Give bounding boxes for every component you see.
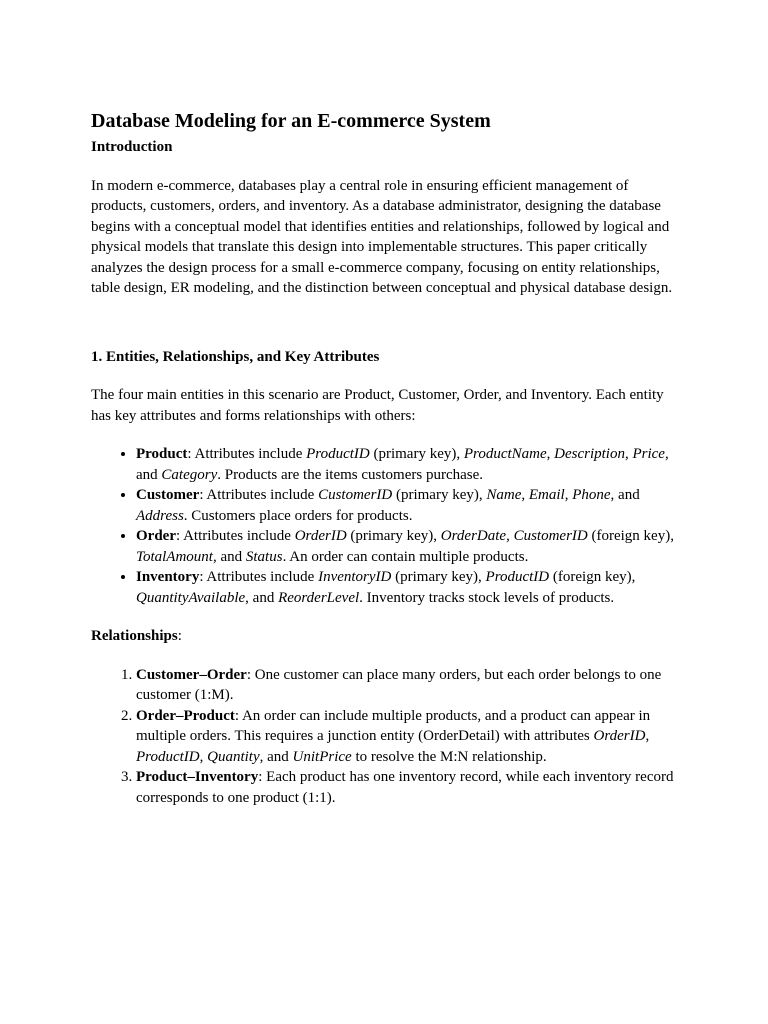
- attribute-name: QuantityAvailable: [136, 589, 246, 606]
- attribute-name: Status: [245, 548, 283, 565]
- attribute-name: ProductID: [306, 446, 370, 462]
- attribute-name: InventoryID: [318, 569, 392, 585]
- relationship-text: ,: [199, 748, 208, 765]
- section-1-heading: 1. Entities, Relationships, and Key Attributes: [91, 348, 380, 365]
- relationship-text: : An order can include multiple products, and a product can appear in multiple orders. This requires a junction entity (OrderDetail) with attributes: [136, 707, 651, 744]
- relationship-text: , and: [259, 748, 293, 765]
- attribute-name: ProductName: [463, 446, 547, 462]
- entity-text: : Attributes include: [187, 446, 307, 462]
- attribute-name: Email: [528, 487, 565, 503]
- attribute-name: ProductID: [485, 569, 550, 585]
- document-title: Database Modeling for an E-commerce System: [91, 110, 491, 132]
- relationships-label: Relationships: [91, 628, 178, 644]
- entity-name: Customer: [136, 487, 200, 503]
- relationships-colon: :: [177, 628, 182, 644]
- relationship-text: : One customer can place many orders, but each order belongs to one customer (1:M).: [136, 666, 662, 703]
- section-1-intro: The four main entities in this scenario are Product, Customer, Order, and Inventory. Each entity has key attributes and forms relationships with others:: [91, 387, 664, 424]
- relationship-item-customer-order: [136, 665, 683, 706]
- attribute-name: OrderID: [593, 728, 646, 744]
- attribute-name: Quantity: [207, 748, 260, 765]
- relationship-text: ,: [645, 728, 650, 744]
- attribute-name: CustomerID: [318, 487, 393, 503]
- relationship-item-product-inventory: [136, 767, 683, 808]
- entity-list: [91, 444, 683, 608]
- attribute-name: Description: [554, 446, 625, 462]
- entity-text: (foreign key),: [587, 528, 674, 544]
- entity-text: , and: [136, 446, 669, 483]
- relationship-name: Order–Product: [136, 707, 235, 724]
- entity-text: (primary key),: [346, 528, 441, 544]
- entity-name: Order: [136, 528, 176, 544]
- entity-item-customer: [136, 485, 683, 526]
- attribute-name: Phone: [572, 487, 611, 503]
- entity-text: (primary key),: [369, 446, 464, 462]
- relationship-text: : Each product has one inventory record, while each inventory record corresponds to one product (1:1).: [136, 769, 674, 806]
- entity-text: , and: [245, 589, 279, 606]
- entity-text: ,: [521, 487, 529, 503]
- entity-item-order: [136, 526, 683, 567]
- attribute-name: Address: [136, 507, 184, 524]
- attribute-name: ReorderLevel: [278, 589, 360, 606]
- entity-text: ,: [564, 487, 573, 503]
- entity-text: (foreign key),: [549, 569, 636, 585]
- entity-name: Product: [136, 446, 188, 462]
- entity-name: Inventory: [136, 569, 200, 585]
- relationship-name: Customer–Order: [136, 666, 247, 683]
- attribute-name: ProductID: [136, 748, 200, 765]
- relationship-list: [91, 665, 683, 809]
- entity-text: (primary key),: [392, 487, 487, 503]
- attribute-name: OrderID: [294, 528, 347, 544]
- entity-item-inventory: [136, 567, 683, 608]
- entity-item-product: [136, 444, 683, 485]
- relationships-heading: [91, 626, 683, 647]
- attribute-name: Category: [161, 466, 218, 483]
- attribute-name: OrderDate: [440, 528, 507, 544]
- entity-text: , and: [610, 487, 640, 503]
- relationship-item-order-product: [136, 706, 683, 768]
- entity-text: . An order can contain multiple products.: [282, 548, 529, 565]
- entity-text: : Attributes include: [175, 528, 295, 544]
- entity-text: ,: [546, 446, 555, 462]
- attribute-name: Name: [486, 487, 522, 503]
- entity-text: ,: [624, 446, 633, 462]
- attribute-name: Price: [632, 446, 665, 462]
- attribute-name: CustomerID: [513, 528, 588, 544]
- relationship-name: Product–Inventory: [136, 769, 259, 785]
- entity-text: , and: [212, 548, 246, 565]
- entity-text: ,: [506, 528, 514, 544]
- entity-text: : Attributes include: [199, 487, 319, 503]
- entity-text: : Attributes include: [199, 569, 319, 585]
- document-page: [91, 108, 683, 808]
- relationship-text: to resolve the M:N relationship.: [351, 748, 547, 765]
- intro-paragraph: In modern e-commerce, databases play a central role in ensuring efficient management of products, customers, orders, and inventory. As a database administrator, designing the database begins with a conceptual model that identifies entities and relationships, followed by logical and physical models that translate this design into implementable structures. This paper critically analyzes the design process for a small e-commerce company, focusing on entity relationships, table design, ER modeling, and the distinction between conceptual and physical database design.: [91, 177, 673, 296]
- intro-heading: Introduction: [91, 139, 173, 155]
- entity-text: . Inventory tracks stock levels of products.: [359, 589, 615, 606]
- entity-text: . Products are the items customers purchase.: [217, 466, 484, 483]
- attribute-name: TotalAmount: [136, 548, 213, 565]
- entity-text: . Customers place orders for products.: [183, 507, 413, 524]
- entity-text: (primary key),: [391, 569, 486, 585]
- attribute-name: UnitPrice: [292, 748, 352, 765]
